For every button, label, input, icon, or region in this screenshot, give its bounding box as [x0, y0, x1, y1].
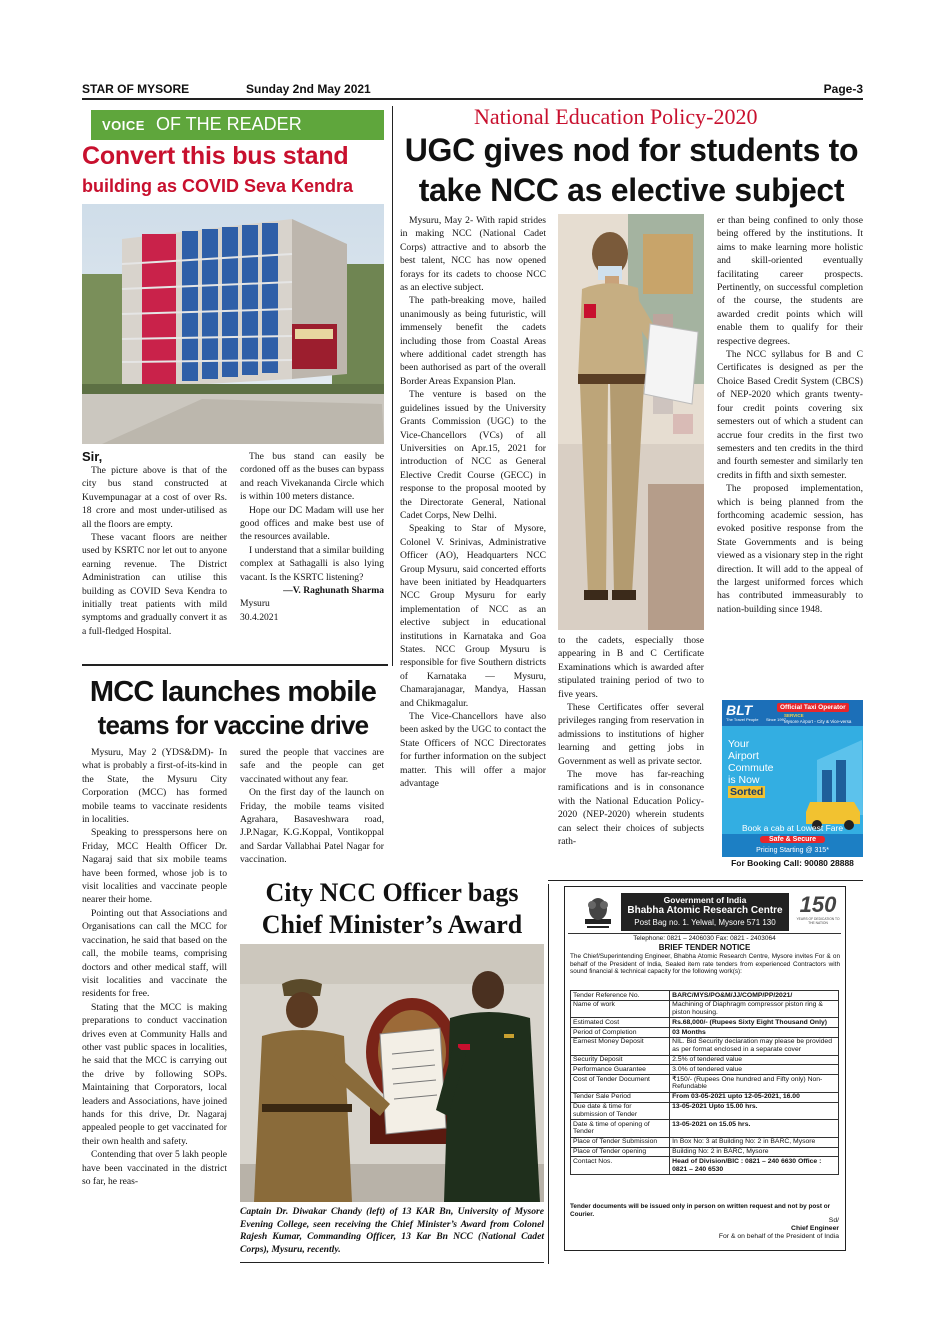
tender-row-label: Place of Tender opening — [571, 1147, 670, 1157]
voice-date: 30.4.2021 — [240, 611, 279, 623]
mcc-col1-paragraph: Speaking to presspersons here on Friday, MCC Health Officer Dr. Nagaraj said that six mobile teams have been formed, whose job is to visit localities and vaccinate people nearer their home. — [82, 827, 227, 906]
tender-notice — [564, 886, 846, 1251]
bus-stand-photo — [82, 204, 384, 444]
taxi-safe-badge: Safe & Secure — [760, 836, 825, 843]
taxi-slogan — [728, 738, 774, 798]
ugc-col1-paragraph: The venture is based on the guidelines issued by the University Grants Commission (UGC) to the Vice-Chancellors (VCs) of all Universities on Apr.15, 2021 for introduction of NCC as General Elective Credit Course (GECC) in response to the proposal mooted by the Directorate General, National Cadet Corps, New Delhi. — [400, 389, 546, 521]
tender-row-value: Building No: 2 in BARC, Mysore — [670, 1147, 839, 1157]
tender-table-row — [571, 1055, 839, 1065]
tender-telephone: Telephone: 0821 – 2406030 Fax: 0821 - 2403064 — [633, 935, 776, 942]
tender-row-value: 3.0% of tendered value — [670, 1065, 839, 1075]
tender-row-value: Head of Division/BIC : 0821 – 240 6630 Office : 0821 – 240 6530 — [670, 1157, 839, 1175]
tender-table-row — [571, 1065, 839, 1075]
taxi-ad[interactable] — [722, 700, 863, 870]
tender-row-label: Period of Completion — [571, 1028, 670, 1038]
tender-table-row — [571, 1075, 839, 1093]
tender-table-row — [571, 1092, 839, 1102]
ncc-photo-caption: Captain Dr. Diwakar Chandy (left) of 13 KAR Bn, University of Mysore Evening College, seen receiving the Chief Minister’s Award from Colonel Rajesh Kumar, Commanding Officer, 13 Kar Bn NCC (National Cadet Corps), Mysuru, recently. — [240, 1206, 544, 1255]
tender-table-row — [571, 1120, 839, 1138]
tender-table-row — [571, 1157, 839, 1175]
tender-row-value: 03 Months — [670, 1028, 839, 1038]
ugc-col2-paragraph: These Certificates offer several privileges ranging from reservation in admissions to institutions of higher learning and getting jobs in Government as well as private sector. — [558, 702, 704, 767]
tender-address: Post Bag no. 1. Yelwal, Mysore 571 130 — [634, 918, 776, 927]
mcc-col1 — [82, 746, 227, 1188]
tender-row-label: Place of Tender Submission — [571, 1137, 670, 1147]
taxi-slogan-line: is Now — [728, 774, 760, 786]
tender-row-label: Earnest Money Deposit — [571, 1037, 670, 1055]
mcc-col1-paragraph: Mysuru, May 2 (YDS&DM)- In what is probably a first-of-its-kind in the State, the Mysuru City Corporation (MCC) has formed mobile teams to vaccinate residents in localities. — [82, 747, 227, 826]
taxi-booking: For Booking Call: 90080 28888 — [722, 857, 863, 870]
mcc-col1-paragraph: Pointing out that Associations and Organisations can call the MCC for vaccination, he said that based on the call, the mobile teams, comprising doctors and other medical staff, will visit localities and vaccinate the residents for free. — [82, 907, 227, 1000]
ugc-headline-line2: take NCC as elective subject — [418, 172, 845, 208]
voice-title: OF THE READER — [156, 114, 302, 134]
tender-table-row — [571, 1037, 839, 1055]
ugc-col3-paragraph: The NCC syllabus for B and C Certificates is designed as per the Choice Based Credit System (CBCS) of NEP-2020 which grants twenty-four credit points covering six semesters out of which a student can accrue four credits in the first two semesters and ten credits in the third and fourth semester and similarly ten credits in fifth and sixth semester. — [717, 349, 863, 481]
tender-table-row — [571, 1102, 839, 1120]
taxi-brand-logo: BLT — [726, 702, 753, 718]
ugc-bottom-rule — [548, 880, 863, 881]
tender-table — [570, 990, 839, 1175]
ugc-col3-paragraph: The proposed implementation, which is being planned from the forthcoming academic session, has evoked positive response from the State Governments and is being viewed as a visionary step in the right direction. It will add to the appeal of the largest uniformed forces which has contributed immeasurably to nation-building since 1948. — [717, 483, 863, 615]
ugc-col3 — [717, 214, 863, 616]
voice-banner-stripe — [82, 110, 94, 140]
tender-table-row — [571, 1028, 839, 1038]
mcc-col1-paragraph: Contending that over 5 lakh people have been vaccinated in the district so far, he reas- — [82, 1149, 227, 1187]
tender-row-label: Tender Reference No. — [571, 991, 670, 1001]
masthead-paper-name: STAR OF MYSORE — [82, 82, 190, 96]
taxi-slogan-line: Airport — [728, 750, 759, 762]
tender-row-value: 2.5% of tendered value — [670, 1055, 839, 1065]
mcc-col1-paragraph: Stating that the MCC is making preparations to conduct vaccination drives even at Community Halls and other vast public spaces in localities, he said that the MCC is carrying out the drive by following SOPs. Maintaining that Corporators, local leaders and Associations, have joined hands for this drive, Dr. Nagaraj appealed people to get vaccinated for their own health and safety. — [82, 1001, 227, 1147]
tender-row-value: From 03-05-2021 upto 12-05-2021, 16.00 — [670, 1092, 839, 1102]
taxi-service: SERVICE — [784, 713, 804, 718]
tender-table-row — [571, 1147, 839, 1157]
mcc-col2-paragraph: On the first day of the launch on Friday, the mobile teams visited Agrahara, Basaveshwara road, J.P.Nagar, K.G.Koppal, Vontikoppal and Sardar Vallabhai Patel Nagar for vaccination. — [240, 787, 384, 866]
tender-row-value: NIL. Bid Security declaration may please be provided as per format enclosed in a separate cover — [670, 1037, 839, 1055]
tender-table-row — [571, 1000, 839, 1018]
tender-row-label: Tender Sale Period — [571, 1092, 670, 1102]
ugc-col3-paragraph: er than being confined to only those being offered by the institutions. It aims to make learning more holistic and skill-oriented eventually facilitating career prospects. Pertinently, on successful completion of the course, the students are awarded credit points which will enable them to qualify for their respective degrees. — [717, 215, 863, 347]
voice-col2-paragraph: I understand that a similar building complex at Sathagalli is also lying vacant. Is the KSRTC listening? — [240, 544, 384, 583]
tender-row-value: 13-05-2021 Upto 15.00 hrs. — [670, 1102, 839, 1120]
masthead-date: Sunday 2nd May 2021 — [246, 82, 371, 96]
emblem-icon — [581, 893, 615, 933]
ugc-col1-paragraph: Mysuru, May 2- With rapid strides in making NCC (National Cadet Corps) attractive and to absorb the best talent, NCC has now opened forays for its cadets to choose NCC as an elective subject. — [400, 215, 546, 294]
tender-signature-block — [719, 1217, 839, 1241]
anniversary-logo — [795, 893, 841, 931]
tender-table-wrap — [570, 990, 839, 1175]
ugc-col2 — [558, 634, 704, 849]
tender-title: BRIEF TENDER NOTICE — [658, 943, 751, 952]
voice-subheadline: building as COVID Seva Kendra — [82, 176, 354, 196]
ugc-col1-paragraph: The path-breaking move, hailed unanimously as being futuristic, will immensely benefit the cadets including those from Coastal Areas where additional cadet strength has been authorised as part of the overall Border Areas Expansion Plan. — [400, 295, 546, 387]
column-divider-middle — [548, 884, 549, 1264]
tender-behalf: For & on behalf of the President of India — [718, 1233, 839, 1240]
tender-row-label: Contact Nos. — [571, 1157, 670, 1175]
ugc-col2-paragraph: The move has far-reaching ramifications and is in consonance with the National Education Policy-2020 (NEP-2020) wherein students can select their choices of subjects rath- — [558, 769, 704, 848]
taxi-slogan-highlight: Sorted — [730, 786, 764, 798]
ncc-headline-line1: City NCC Officer bags — [265, 878, 519, 907]
tender-row-value: Rs.68,000/- (Rupees Sixty Eight Thousand Only) — [670, 1018, 839, 1028]
tender-intro: The Chief/Superintending Engineer, Bhabha Atomic Research Centre, Mysore invites For & on behalf of the President of India, Sealed item rate tenders from experienced Contractors with sound financial & technical capacity for the following work(s): — [570, 953, 840, 976]
voice-col2-paragraph: The bus stand can easily be cordoned off as the buses can bypass and reach Vivekananda Circle which is within 100 meters distance. — [240, 451, 384, 503]
tender-footer: Tender documents will be issued only in person on written request and not by post or Courier. — [570, 1203, 831, 1218]
column-divider-left — [392, 106, 393, 666]
ncc-award-illustration — [240, 944, 544, 1202]
tender-row-value: ₹150/- (Rupees One hundred and Fifty only) Non-Refundable — [670, 1075, 839, 1093]
tender-row-label: Date & time of opening of Tender — [571, 1120, 670, 1138]
voice-col1-paragraph: These vacant floors are neither used by KSRTC nor let out to anyone earning revenue. The District Administration can utilise this building as COVID Seva Kendra to initially treat patients with mild symptoms and gradually convert it as a full-fledged Hospital. — [82, 532, 227, 637]
voice-letter-col2 — [240, 450, 384, 624]
ncc-bottom-rule — [240, 1262, 544, 1263]
voice-tag: VOICE — [102, 118, 145, 133]
ncc-cadet-illustration — [558, 214, 704, 630]
tender-table-row — [571, 1018, 839, 1028]
taxi-badge: Official Taxi Operator — [777, 703, 849, 712]
ncc-headline-line2: Chief Minister’s Award — [261, 910, 523, 939]
anniversary-number: 150 — [799, 892, 837, 917]
anniversary-caption: YEARS OF DEDICATION TO THE NATION — [796, 917, 840, 925]
tender-row-label: Performance Guarantee — [571, 1065, 670, 1075]
ugc-col1 — [400, 214, 546, 790]
voice-bottom-rule — [82, 664, 388, 666]
tender-row-value: BARC/MYS/PO&M/JJ/COMP/PP/2021/ — [670, 991, 839, 1001]
tender-table-row — [571, 991, 839, 1001]
tender-sd: Sd/ — [828, 1217, 839, 1224]
taxi-price: Pricing Starting @ 315* — [756, 847, 829, 854]
ugc-col1-paragraph: Speaking to Star of Mysore, Colonel V. Srinivas, Administrative Officer (AO), Headquarters NCC Group Mysuru, said concerted efforts have been initiated by Headquarters NCC Group Mysuru for early implementation of NCC as an elective subject in educational institutions in Karnataka and Goa States. NCC Group Mysuru is responsible for five Southern districts of Karnataka — Mysuru, Chamarajanagar, Mandya, Hassan and Chikmagalur. — [400, 523, 546, 709]
tender-chief-engineer: Chief Engineer — [791, 1225, 839, 1232]
emblem-graphic — [581, 893, 615, 933]
mcc-col2-paragraph: sured the people that vaccines are safe and the people can get vaccinated without any fear. — [240, 747, 384, 785]
ncc-cadet-photo — [558, 214, 704, 630]
voice-letter-col1 — [82, 450, 227, 638]
tender-gov-band — [621, 893, 789, 931]
taxi-slogan-line: Your — [728, 738, 750, 750]
taxi-slogan-line: Commute — [728, 762, 774, 774]
ugc-headline-line1: UGC gives nod for students to — [404, 132, 859, 168]
mcc-headline-line1: MCC launches mobile — [89, 676, 377, 708]
tender-row-value: In Box No: 3 at Building No: 2 in BARC, Mysore — [670, 1137, 839, 1147]
voice-signature: —V. Raghunath Sharma — [283, 585, 384, 597]
ugc-col1-paragraph: The Vice-Chancellors have also been asked by the UGC to contact the State Officers of NCC Directorates for further information on the subject matter. This will offer a major advantage — [400, 711, 546, 790]
tender-row-label: Cost of Tender Document — [571, 1075, 670, 1093]
voice-salutation: Sir, — [82, 449, 103, 464]
voice-col1-paragraph: The picture above is that of the city bus stand constructed at Kuvempunagar at a cost of over Rs. 18 crore and most under-utilised as all the floors are empty. — [82, 465, 227, 530]
voice-col2-paragraph: Hope our DC Madam will use her good offices and make best use of the resources available. — [240, 504, 384, 543]
tender-row-label: Due date & time for submission of Tender — [571, 1102, 670, 1120]
tender-row-label: Estimated Cost — [571, 1018, 670, 1028]
ncc-award-photo — [240, 944, 544, 1202]
tender-org-name: Bhabha Atomic Research Centre — [627, 905, 783, 916]
taxi-brand-since: Since 1997 — [766, 717, 787, 722]
taxi-cta: Book a cab at Lowest Fare — [741, 823, 844, 833]
taxi-route: Mysore Airport - City & Vice-versa — [784, 719, 852, 724]
tender-row-value: 13-05-2021 on 15.05 hrs. — [670, 1120, 839, 1138]
tender-row-value: Machining of Diaphragm compressor piston ring & piston housing. — [670, 1000, 839, 1018]
tender-row-label: Security Deposit — [571, 1055, 670, 1065]
voice-banner — [82, 110, 384, 140]
tender-government: Government of India — [663, 895, 747, 905]
taxi-brand-tagline: The Travel People — [726, 717, 759, 722]
tender-row-label: Name of work — [571, 1000, 670, 1018]
header-rule — [82, 98, 863, 100]
page-number: Page-3 — [823, 82, 863, 96]
tender-table-row — [571, 1137, 839, 1147]
mcc-headline-line2: teams for vaccine drive — [97, 710, 369, 740]
mcc-col2 — [240, 746, 384, 867]
bus-stand-illustration — [82, 204, 384, 444]
ugc-col2-paragraph: to the cadets, especially those appearing in B and C Certificate Examinations which is awarded after stipulated training period of two to five years. — [558, 635, 704, 700]
voice-place: Mysuru — [240, 598, 270, 610]
ugc-kicker: National Education Policy-2020 — [474, 104, 758, 129]
voice-headline: Convert this bus stand — [82, 142, 349, 170]
